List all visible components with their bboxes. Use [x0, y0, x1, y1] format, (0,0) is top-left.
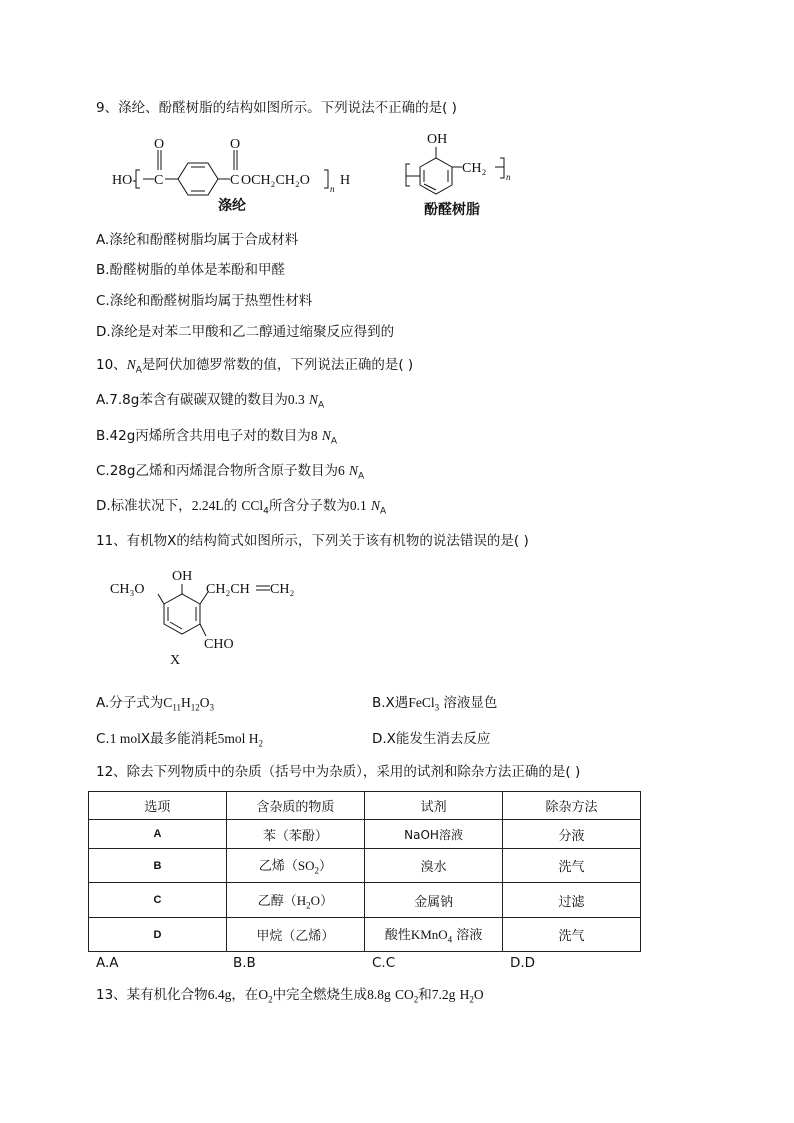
q11-option-b: B.X遇FeCl$_3$ 溶液显色 [372, 695, 498, 713]
q11-option-c: C.1 molX最多能消耗5mol $H_2$ [96, 731, 263, 749]
table-cell-method: 洗气 [503, 918, 641, 952]
table-row [89, 820, 641, 849]
svg-text:HO-: HO- [112, 173, 137, 188]
table-cell-option: D [89, 918, 227, 952]
q10-option-d: D.标准状况下，2.24L的 CCl$_4$所含分子数为0.1 $N_A$ [96, 498, 387, 517]
table-cell-reagent: 溴水 [365, 849, 503, 883]
table-row [89, 883, 641, 918]
q11-option-a: A.分子式为$C_{11}H_{12}O_3$ [96, 695, 214, 713]
table-cell-option: B [89, 849, 227, 883]
q12-stem: 12、除去下列物质中的杂质（括号中为杂质），采用的试剂和除杂方法正确的是( ) [96, 764, 581, 780]
q10-option-c: C.28g乙烯和丙烯混合物所含原子数目为6 $N_A$ [96, 463, 365, 482]
svg-text:CH₂: CH₂ [270, 582, 295, 597]
table-row [89, 918, 641, 952]
q9-option-b: B.酚醛树脂的单体是苯酚和甲醛 [96, 262, 286, 278]
table-cell-substance: 甲烷（乙烯） [226, 918, 364, 952]
table-row [89, 849, 641, 883]
table-header-cell: 除杂方法 [503, 792, 641, 820]
svg-text:C: C [154, 173, 164, 188]
q9-stem: 9、涤纶、酚醛树脂的结构如图所示。下列说法不正确的是( ) [96, 100, 457, 116]
q9-option-c: C.涤纶和酚醛树脂均属于热塑性材料 [96, 293, 313, 309]
table-cell-substance: 苯（苯酚） [226, 820, 364, 849]
q9-phenolic-resin-structure [400, 128, 520, 220]
q9-option-d: D.涤纶是对苯二甲酸和乙二醇通过缩聚反应得到的 [96, 324, 395, 340]
table-cell-method: 分液 [503, 820, 641, 849]
q9-polyester-structure [110, 130, 360, 216]
svg-text:OCH₂CH₂O: OCH₂CH₂O [241, 173, 310, 188]
svg-text:OH: OH [427, 132, 448, 147]
svg-text:CH₃O: CH₃O [110, 582, 145, 597]
table-header-row [89, 792, 641, 820]
q10-stem: 10、$N_A$是阿伏加德罗常数的值，下列说法正确的是( ) [96, 357, 414, 376]
svg-text:OH: OH [172, 569, 193, 584]
q11-molecule-x-structure [108, 562, 318, 672]
q11-option-d: D.X能发生消去反应 [372, 731, 491, 747]
table-cell-method: 过滤 [503, 883, 641, 918]
q9-option-a: A.涤纶和酚醛树脂均属于合成材料 [96, 232, 299, 248]
table-header-cell: 选项 [89, 792, 227, 820]
table-cell-reagent: 酸性KMnO$_4$ 溶液 [365, 918, 503, 952]
table-cell-method: 洗气 [503, 849, 641, 883]
table-cell-reagent: NaOH溶液 [365, 820, 503, 849]
svg-text:CHO: CHO [204, 637, 234, 652]
table-header-cell: 含杂质的物质 [226, 792, 364, 820]
table-header-cell: 试剂 [365, 792, 503, 820]
q12-answer-d: D.D [510, 955, 536, 971]
svg-text:n: n [506, 172, 511, 182]
svg-text:酚醛树脂: 酚醛树脂 [424, 203, 480, 218]
svg-text:n: n [330, 184, 335, 194]
svg-text:CH₂CH: CH₂CH [206, 582, 250, 597]
q13-stem: 13、某有机化合物6.4g，在$O_2$中完全燃烧生成8.8g $CO_2$和7.2g $H_2O$ [96, 987, 484, 1005]
q12-answer-c: C.C [372, 955, 396, 971]
table-cell-substance: 乙烯$(SO_2)$ [226, 849, 364, 883]
svg-text:H: H [340, 173, 351, 188]
svg-text:O: O [230, 137, 241, 152]
table-cell-substance: 乙醇$(H_2O)$ [226, 883, 364, 918]
table-cell-reagent: 金属钠 [365, 883, 503, 918]
q11-stem: 11、有机物X的结构简式如图所示，下列关于该有机物的说法错误的是( ) [96, 533, 529, 549]
q12-answer-b: B.B [233, 955, 256, 971]
svg-text:C: C [230, 173, 240, 188]
q10-option-a: A.7.8g苯含有碳碳双键的数目为0.3 $N_A$ [96, 392, 325, 411]
q12-answer-a: A.A [96, 955, 119, 971]
svg-text:O: O [154, 137, 165, 152]
table-cell-option: A [89, 820, 227, 849]
table-cell-option: C [89, 883, 227, 918]
svg-text:涤纶: 涤纶 [218, 199, 246, 214]
q10-option-b: B.42g丙烯所含共用电子对的数目为8 $N_A$ [96, 428, 338, 447]
svg-text:X: X [170, 653, 181, 668]
svg-text:CH₂: CH₂ [462, 161, 487, 176]
q12-table [88, 791, 641, 952]
